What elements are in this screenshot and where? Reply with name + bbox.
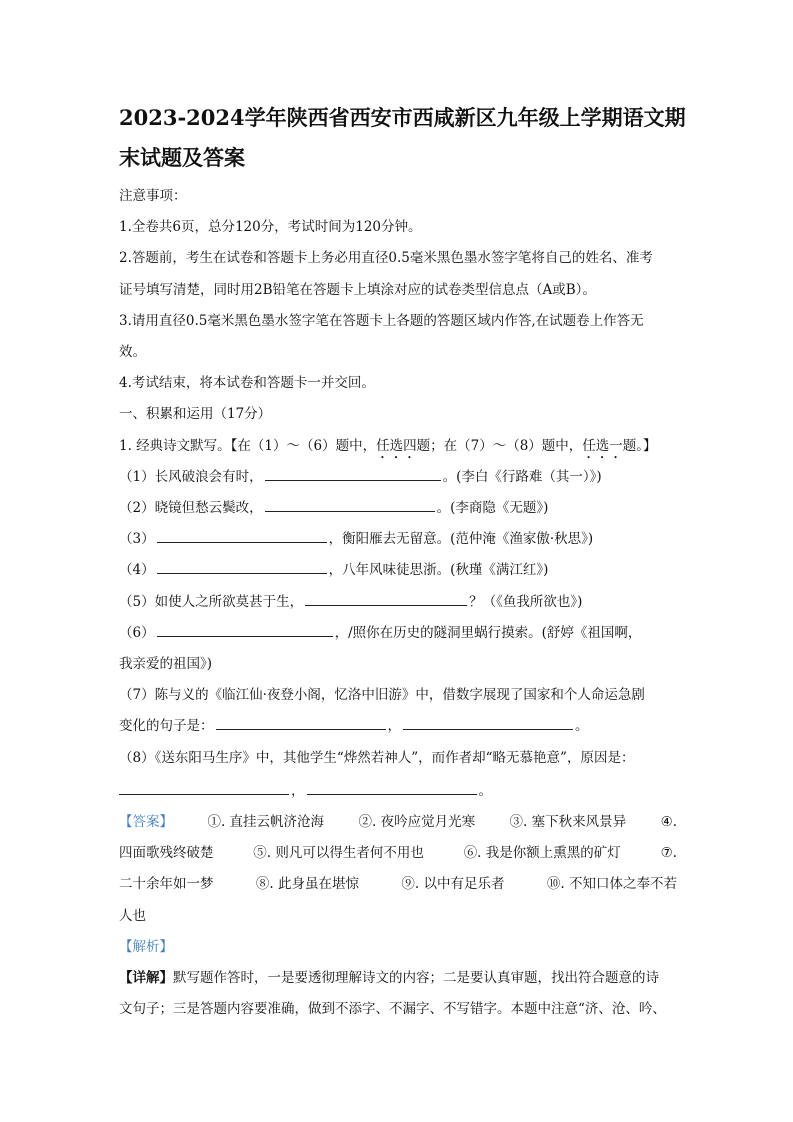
answer-blank[interactable] — [157, 528, 327, 543]
text: 1. 经典诗文默写。【在（1）～（6）题中， — [119, 437, 377, 454]
answer-item: ⑨. 以中有足乐者 — [401, 876, 505, 893]
text: 。(李商隐《无题》) — [436, 500, 549, 517]
answer-item: ⑦. — [660, 845, 677, 862]
title-line: 2023-2024学年陕西省西安市西咸新区九年级上学期语文期 — [119, 105, 686, 130]
text: ，/照你在历史的隧洞里蜗行摸索。(舒婷《祖国啊， — [334, 624, 642, 641]
notice-item: 效。 — [119, 344, 146, 361]
text: 。 — [478, 782, 492, 799]
answer-item: ③. 塞下秋来风景异 — [509, 814, 627, 831]
notice-item: 证号填写清楚，同时用2B铅笔在答题卡上填涂对应的试卷类型信息点（A或B）。 — [119, 281, 596, 298]
emphasis: 任选四 — [376, 437, 417, 454]
answer-item: 四面歌残终破楚 — [119, 845, 214, 862]
question-2 — [119, 493, 677, 524]
emphasis: 任选一 — [582, 437, 623, 454]
question-6-cont: 我亲爱的祖国》) — [119, 656, 213, 673]
text: 题；在（7）～（8）题中， — [416, 437, 583, 454]
text: 。(李白《行路难（其一）》) — [442, 468, 602, 485]
answer-item: ⑧. 此身虽在堪惊 — [255, 876, 359, 893]
question-7: （7）陈与义的《临江仙·夜登小阁，忆洛中旧游》中，借数字展现了国家和个人命运急剧 — [119, 687, 645, 704]
answer-item: ⑩. 不知口体之奉不若 — [546, 876, 677, 893]
text: 变化的句子是： — [119, 718, 214, 735]
answer-blank[interactable] — [307, 780, 477, 795]
text: （1）长风破浪会有时， — [119, 468, 263, 485]
section-heading: 一、积累和运用（17分） — [119, 406, 272, 423]
answer-line — [119, 838, 677, 869]
answer-line — [119, 869, 677, 900]
detail-label: 【详解】 — [119, 970, 173, 987]
answer-item: ①. 直挂云帆济沧海 — [207, 814, 325, 831]
text: （4） — [119, 562, 155, 579]
title-line: 末试题及答案 — [119, 145, 245, 170]
text: 题。】 — [622, 437, 657, 454]
text: 默写题作答时，一是要透彻理解诗文的内容；二是要认真审题，找出符合题意的诗 — [173, 970, 659, 987]
answer-item: ④. — [660, 814, 677, 831]
question-8-cont — [119, 774, 677, 807]
question-3 — [119, 524, 677, 555]
text: ？（《鱼我所欲也》) — [469, 593, 583, 610]
answer-blank[interactable] — [305, 591, 467, 606]
text: （6） — [119, 624, 155, 641]
question-intro — [119, 431, 677, 462]
notice-item: 2.答题前，考生在试卷和答题卡上务必用直径0.5毫米黑色墨水签字笔将自己的姓名、准考 — [119, 250, 653, 267]
answer-item: ⑤. 则凡可以得生者何不用也 — [253, 845, 424, 862]
analysis-line: 文句子；三是答题内容要准确，做到不添字、不漏字、不写错字。本题中注意“济、沧、吟、 — [119, 1001, 666, 1018]
text: （2）晓镜但愁云鬓改， — [119, 500, 263, 517]
text: ，衡阳雁去无留意。(范仲淹《渔家傲·秋思》) — [328, 531, 594, 548]
question-8: （8）《送东阳马生序》中，其他学生“烨然若神人”，而作者却“略无慕艳意”，原因是： — [119, 749, 635, 766]
answer-item: ②. 夜吟应觉月光寒 — [358, 814, 476, 831]
notice-item: 4.考试结束，将本试卷和答题卡一并交回。 — [119, 375, 375, 392]
answer-blank[interactable] — [403, 715, 573, 730]
text: （5）如使人之所欲莫甚于生， — [119, 593, 304, 610]
answer-line: 人也 — [119, 907, 146, 924]
text: ，八年风味徒思浙。(秋瑾《满江红》) — [328, 562, 549, 579]
answer-blank[interactable] — [216, 715, 386, 730]
notice-item: 3.请用直径0.5毫米黑色墨水签字笔在答题卡上各题的答题区域内作答,在试题卷上作答无 — [119, 312, 644, 329]
analysis-label: 【解析】 — [119, 938, 173, 955]
question-1 — [119, 462, 677, 493]
notice-heading: 注意事项： — [119, 188, 187, 204]
text: 。 — [575, 718, 589, 735]
answer-blank[interactable] — [119, 780, 289, 795]
text: ， — [291, 782, 305, 799]
answer-blank[interactable] — [265, 466, 441, 481]
answer-item: 二十余年如一梦 — [119, 876, 214, 893]
answer-blank[interactable] — [157, 622, 333, 637]
answer-blank[interactable] — [157, 559, 327, 574]
notice-item: 1.全卷共6页，总分120分，考试时间为120分钟。 — [119, 219, 422, 236]
answer-line — [119, 807, 677, 838]
question-5 — [119, 587, 677, 618]
answer-item: ⑥. 我是你额上熏黑的矿灯 — [463, 845, 621, 862]
analysis-line — [119, 963, 677, 994]
document-body — [119, 181, 677, 1025]
document-title — [119, 98, 686, 178]
question-4 — [119, 555, 677, 586]
question-7-cont — [119, 711, 677, 742]
answer-label: 【答案】 — [119, 814, 173, 831]
question-6 — [119, 618, 677, 649]
answer-blank[interactable] — [265, 497, 435, 512]
text: ， — [387, 718, 401, 735]
text: （3） — [119, 531, 155, 548]
